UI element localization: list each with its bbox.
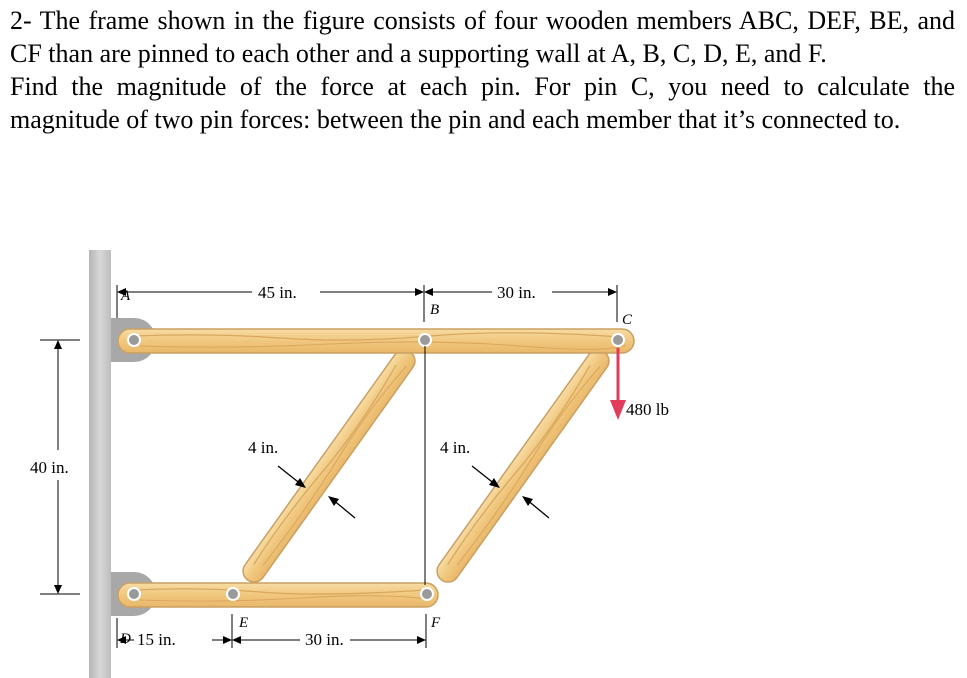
load-arrow [610,348,626,420]
label-e: E [239,615,249,631]
pin-e [227,588,239,600]
label-b: B [430,302,440,318]
dim-de: 15 in. [137,630,176,649]
member-def [118,583,438,607]
load-label: 480 lb [626,400,669,419]
problem-paragraph-1: 2- The frame shown in the figure consists of four wooden members ABC, DEF, BE, and CF than are pinned to each other and a supporting wall at A, B, C, D, E, and F. [10,6,955,68]
pins [128,334,624,600]
pin-f [421,588,433,600]
pin-d [128,588,140,600]
dim-bc: 30 in. [497,283,536,302]
dim-slope-left: 4 in. [248,438,279,457]
problem-statement [10,4,955,136]
problem-paragraph-2: Find the magnitude of the force at each pin. For pin C, you need to calculate the magnitude of two pin forces: between the pin and each member that it’s connected to. [10,72,955,134]
member-be [239,346,420,587]
dim-slope-right: 4 in. [440,438,471,457]
frame-figure [0,240,967,678]
label-a: A [121,288,131,304]
support-wall [89,250,111,678]
top-dimensions [117,285,617,322]
label-f: F [431,615,441,631]
member-cf [433,346,614,587]
dim-ab: 45 in. [258,283,297,302]
pin-b [419,334,431,346]
label-c: C [622,312,633,328]
label-d: D [120,631,131,647]
member-abc [118,329,634,353]
pin-a [128,334,140,346]
dim-height: 40 in. [30,458,69,477]
pin-c [612,334,624,346]
dim-ef: 30 in. [305,630,344,649]
